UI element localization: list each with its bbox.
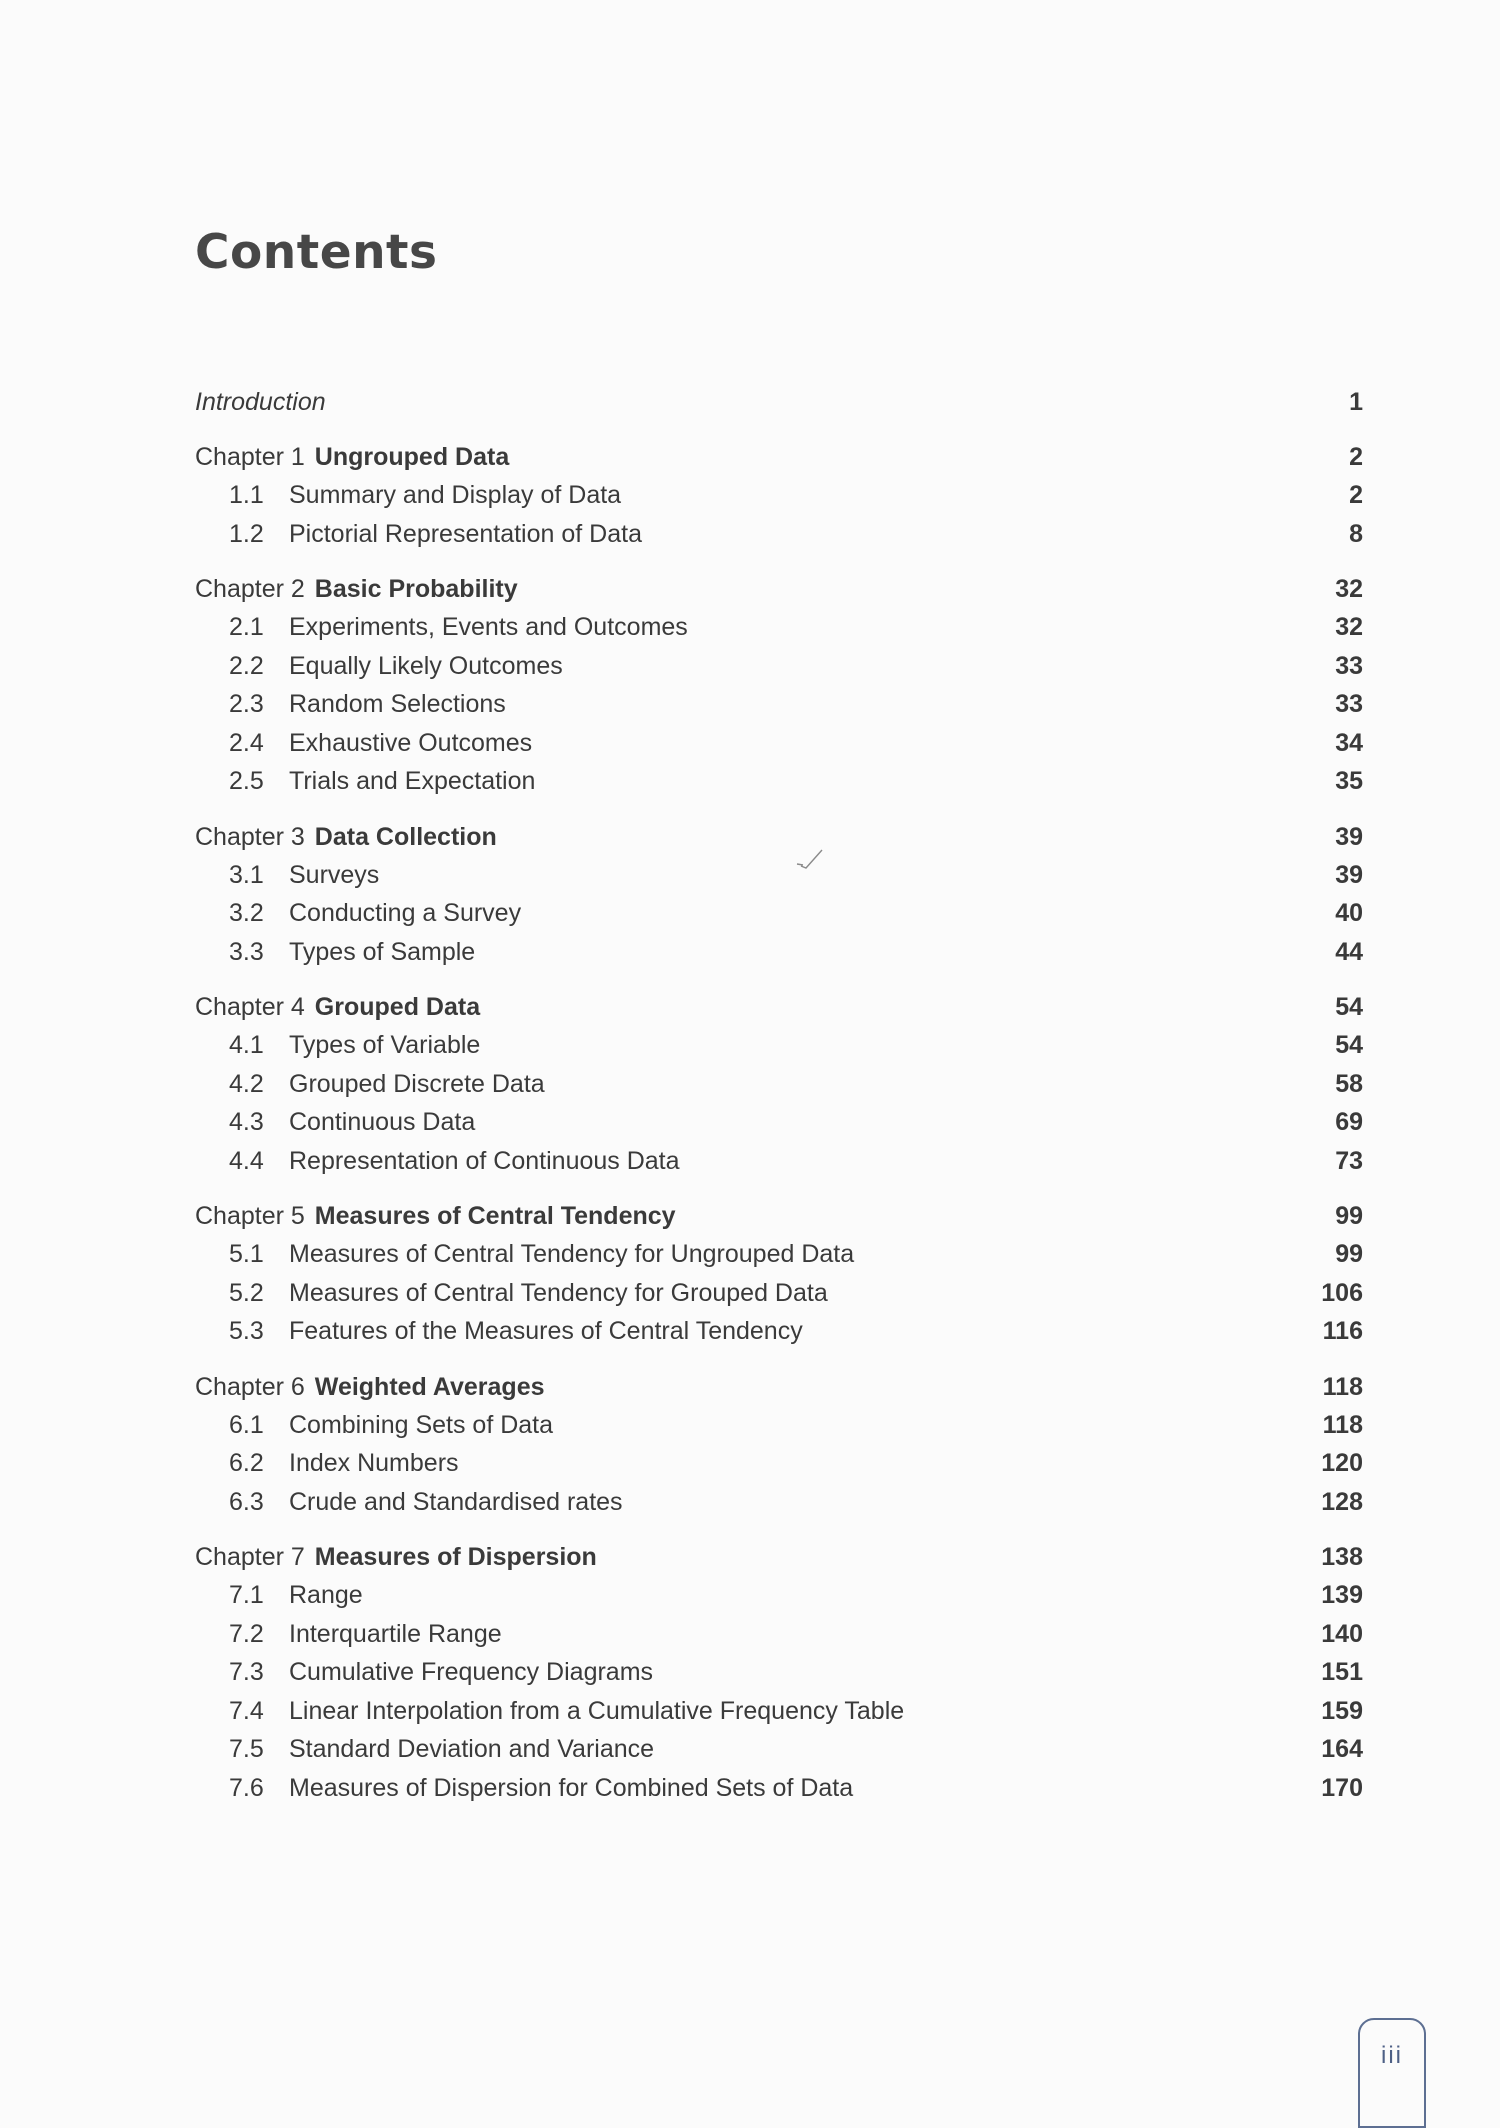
page-number-tab xyxy=(1358,2018,1426,2128)
section-number: 2.5 xyxy=(229,767,264,795)
section-page: 128 xyxy=(1321,1487,1363,1516)
section-row[interactable] xyxy=(195,856,1363,895)
section-page: 164 xyxy=(1321,1735,1363,1763)
section-page: 151 xyxy=(1321,1658,1363,1686)
chapter-row[interactable] xyxy=(195,570,1363,608)
chapter-block xyxy=(195,1368,1363,1522)
section-title: Types of Sample xyxy=(289,937,476,966)
introduction-label: Introduction xyxy=(195,388,326,416)
chapter-page: 138 xyxy=(1321,1543,1363,1571)
chapter-row[interactable] xyxy=(195,1197,1363,1235)
chapter-page: 99 xyxy=(1335,1202,1363,1230)
section-page: 106 xyxy=(1321,1278,1363,1307)
section-row[interactable] xyxy=(195,1483,1363,1522)
section-title: Types of Variable xyxy=(289,1031,481,1059)
chapter-title: Grouped Data xyxy=(314,993,481,1021)
section-title: Interquartile Range xyxy=(289,1619,502,1648)
section-row[interactable] xyxy=(195,724,1363,763)
section-number: 1.2 xyxy=(229,519,264,548)
section-title: Continuous Data xyxy=(289,1108,476,1136)
section-number: 4.3 xyxy=(229,1108,264,1136)
section-row[interactable] xyxy=(195,1103,1363,1142)
section-title: Equally Likely Outcomes xyxy=(289,651,563,680)
section-row[interactable] xyxy=(195,1235,1363,1274)
pencil-tick-mark xyxy=(795,848,825,872)
section-row[interactable] xyxy=(195,1065,1363,1104)
section-row[interactable] xyxy=(195,1692,1363,1731)
section-title: Range xyxy=(289,1581,363,1609)
section-page: 8 xyxy=(1349,519,1363,548)
section-title: Pictorial Representation of Data xyxy=(289,519,642,548)
chapter-number: Chapter 3 xyxy=(195,822,305,851)
section-page: 32 xyxy=(1335,613,1363,641)
section-number: 3.2 xyxy=(229,899,264,927)
section-row[interactable] xyxy=(195,1615,1363,1654)
section-title: Measures of Dispersion for Combined Sets of Data xyxy=(289,1773,854,1802)
chapter-title: Measures of Dispersion xyxy=(314,1543,597,1571)
section-page: 44 xyxy=(1335,937,1363,966)
chapter-page: 118 xyxy=(1322,1372,1363,1401)
section-number: 7.2 xyxy=(229,1619,264,1648)
chapter-row[interactable] xyxy=(195,1368,1363,1406)
section-row[interactable] xyxy=(195,762,1363,801)
section-title: Grouped Discrete Data xyxy=(289,1069,545,1098)
section-row[interactable] xyxy=(195,608,1363,647)
chapter-row[interactable] xyxy=(195,818,1363,856)
section-number: 6.1 xyxy=(229,1410,264,1439)
chapter-number: Chapter 4 xyxy=(195,993,305,1021)
section-title: Exhaustive Outcomes xyxy=(289,728,533,757)
section-row[interactable] xyxy=(195,1312,1363,1351)
section-page: 54 xyxy=(1335,1031,1363,1059)
section-number: 5.2 xyxy=(229,1278,264,1307)
section-row[interactable] xyxy=(195,1444,1363,1483)
section-number: 6.2 xyxy=(229,1449,264,1477)
section-page: 33 xyxy=(1335,651,1363,680)
chapter-block xyxy=(195,438,1363,553)
page-title: Contents xyxy=(195,225,438,280)
section-page: 34 xyxy=(1335,728,1363,757)
section-row[interactable] xyxy=(195,1406,1363,1445)
section-number: 4.2 xyxy=(229,1069,264,1098)
chapter-title: Weighted Averages xyxy=(314,1372,545,1401)
section-page: 120 xyxy=(1321,1449,1363,1477)
section-title: Cumulative Frequency Diagrams xyxy=(289,1658,654,1686)
section-number: 7.1 xyxy=(229,1581,264,1609)
section-page: 35 xyxy=(1335,767,1363,795)
section-title: Representation of Continuous Data xyxy=(289,1146,680,1175)
chapter-block xyxy=(195,988,1363,1180)
chapter-page: 54 xyxy=(1335,993,1363,1021)
chapter-number: Chapter 7 xyxy=(195,1543,305,1571)
section-page: 170 xyxy=(1321,1773,1363,1802)
section-row[interactable] xyxy=(195,476,1363,515)
section-row[interactable] xyxy=(195,1026,1363,1065)
chapter-page: 39 xyxy=(1335,822,1363,851)
section-number: 2.3 xyxy=(229,690,264,718)
section-title: Features of the Measures of Central Tendency xyxy=(289,1317,803,1345)
section-title: Index Numbers xyxy=(289,1449,459,1477)
chapter-title: Ungrouped Data xyxy=(314,443,510,471)
section-page: 99 xyxy=(1335,1240,1363,1268)
section-row[interactable] xyxy=(195,515,1363,554)
section-number: 7.6 xyxy=(229,1773,264,1802)
section-page: 116 xyxy=(1322,1317,1363,1345)
chapter-row[interactable] xyxy=(195,988,1363,1026)
chapter-block xyxy=(195,1538,1363,1807)
chapter-list xyxy=(195,438,1363,1807)
section-row[interactable] xyxy=(195,1730,1363,1769)
section-page: 2 xyxy=(1349,481,1363,509)
section-page: 118 xyxy=(1322,1410,1363,1439)
section-row[interactable] xyxy=(195,647,1363,686)
section-page: 40 xyxy=(1335,899,1363,927)
section-title: Surveys xyxy=(289,860,380,889)
section-row[interactable] xyxy=(195,1769,1363,1808)
chapter-number: Chapter 6 xyxy=(195,1372,305,1401)
chapter-block xyxy=(195,1197,1363,1351)
section-title: Experiments, Events and Outcomes xyxy=(289,613,688,641)
section-title: Measures of Central Tendency for Ungrouped Data xyxy=(289,1240,855,1268)
section-number: 2.1 xyxy=(229,613,264,641)
section-title: Standard Deviation and Variance xyxy=(289,1735,655,1763)
chapter-number: Chapter 2 xyxy=(195,575,305,603)
section-row[interactable] xyxy=(195,1653,1363,1692)
section-number: 4.4 xyxy=(229,1146,264,1175)
chapter-title: Measures of Central Tendency xyxy=(314,1202,676,1230)
section-number: 2.2 xyxy=(229,651,264,680)
section-title: Conducting a Survey xyxy=(289,899,522,927)
section-number: 1.1 xyxy=(229,481,264,509)
table-of-contents xyxy=(195,383,1363,1824)
section-number: 5.3 xyxy=(229,1317,264,1345)
section-row[interactable] xyxy=(195,1274,1363,1313)
section-row[interactable] xyxy=(195,1142,1363,1181)
section-title: Summary and Display of Data xyxy=(289,481,622,509)
section-number: 3.1 xyxy=(229,860,264,889)
chapter-title: Basic Probability xyxy=(314,575,518,603)
section-number: 3.3 xyxy=(229,937,264,966)
section-title: Linear Interpolation from a Cumulative Frequency Table xyxy=(289,1696,905,1725)
introduction-page: 1 xyxy=(1349,388,1363,416)
chapter-block xyxy=(195,570,1363,801)
chapter-number: Chapter 1 xyxy=(195,443,305,471)
chapter-row[interactable] xyxy=(195,1538,1363,1576)
section-row[interactable] xyxy=(195,933,1363,972)
section-page: 139 xyxy=(1321,1581,1363,1609)
chapter-page: 2 xyxy=(1349,443,1363,471)
toc-introduction-row[interactable] xyxy=(195,383,1363,421)
chapter-page: 32 xyxy=(1335,575,1363,603)
section-title: Measures of Central Tendency for Grouped Data xyxy=(289,1278,828,1307)
chapter-block xyxy=(195,818,1363,972)
section-page: 69 xyxy=(1335,1108,1363,1136)
section-page: 39 xyxy=(1335,860,1363,889)
section-number: 7.3 xyxy=(229,1658,264,1686)
section-number: 6.3 xyxy=(229,1487,264,1516)
section-title: Combining Sets of Data xyxy=(289,1410,554,1439)
section-page: 58 xyxy=(1335,1069,1363,1098)
section-title: Trials and Expectation xyxy=(289,767,536,795)
section-row[interactable] xyxy=(195,685,1363,724)
section-page: 73 xyxy=(1335,1146,1363,1175)
section-number: 4.1 xyxy=(229,1031,264,1059)
chapter-title: Data Collection xyxy=(314,822,497,851)
section-number: 5.1 xyxy=(229,1240,264,1268)
section-number: 7.5 xyxy=(229,1735,264,1763)
section-title: Random Selections xyxy=(289,690,506,718)
section-row[interactable] xyxy=(195,894,1363,933)
section-number: 2.4 xyxy=(229,728,264,757)
section-page: 33 xyxy=(1335,690,1363,718)
section-page: 140 xyxy=(1321,1619,1363,1648)
section-number: 7.4 xyxy=(229,1696,264,1725)
chapter-number: Chapter 5 xyxy=(195,1202,305,1230)
chapter-row[interactable] xyxy=(195,438,1363,476)
section-row[interactable] xyxy=(195,1576,1363,1615)
section-title: Crude and Standardised rates xyxy=(289,1487,623,1516)
page-number: iii xyxy=(1381,2042,1403,2069)
section-page: 159 xyxy=(1321,1696,1363,1725)
